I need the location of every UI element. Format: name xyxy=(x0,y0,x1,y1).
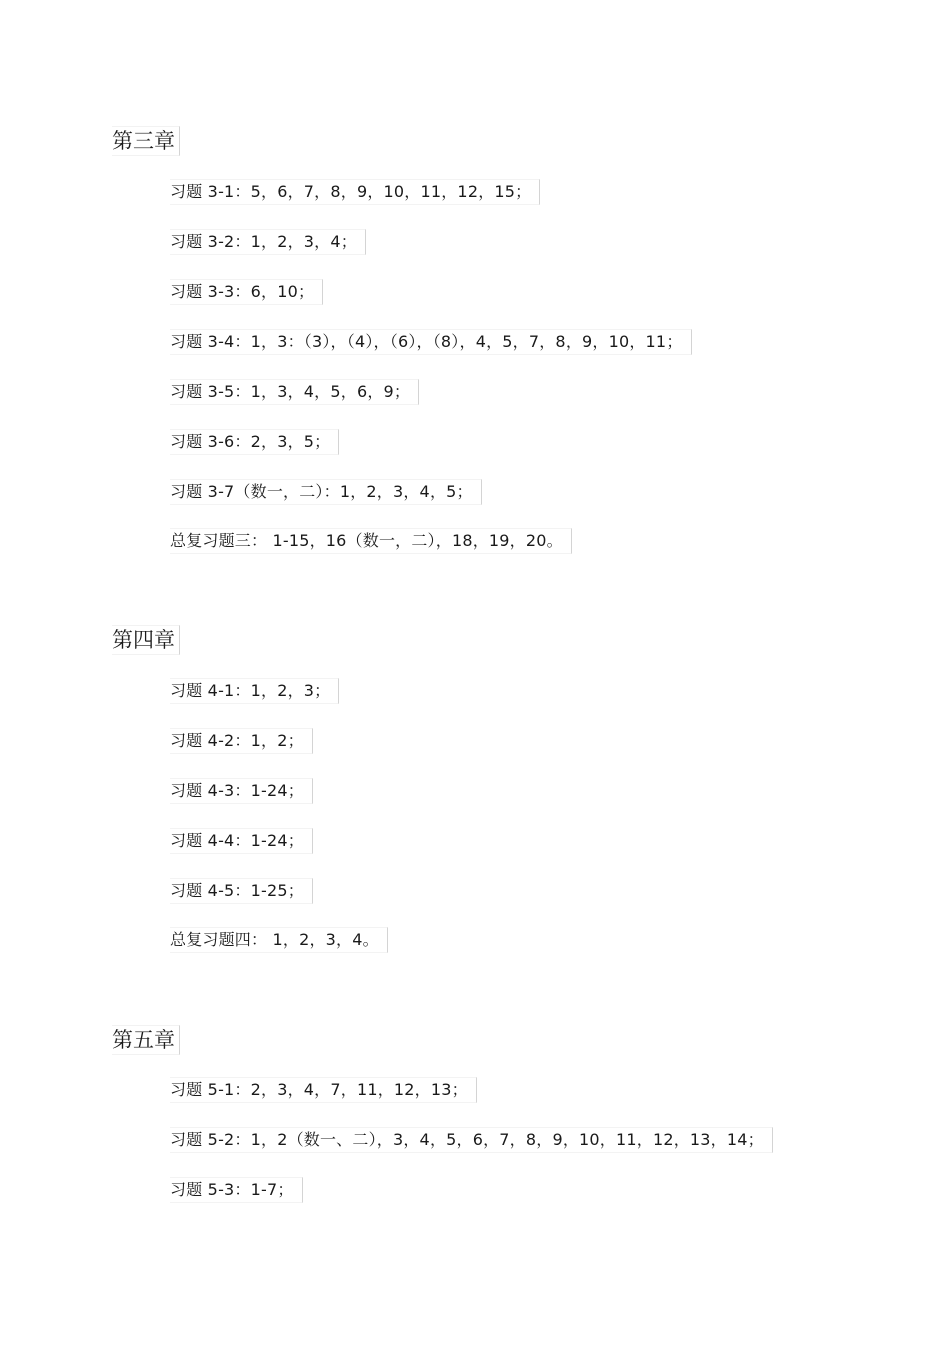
exercise-line: 习题 4-3：1-24； xyxy=(170,778,313,804)
exercise-line: 习题 3-6：2，3，5； xyxy=(170,429,339,455)
exercise-line: 习题 5-1：2，3，4，7，11，12，13； xyxy=(170,1077,477,1103)
exercise-line: 习题 4-1：1，2，3； xyxy=(170,678,339,704)
review-exercises-line: 总复习题四： 1，2，3，4。 xyxy=(170,927,388,953)
exercise-line: 习题 3-3：6，10； xyxy=(170,279,323,305)
chapter-title-4: 第四章 xyxy=(112,625,180,655)
exercise-line: 习题 3-5：1，3，4，5，6，9； xyxy=(170,379,419,405)
exercise-line: 习题 3-7（数一，二）：1，2，3，4，5； xyxy=(170,479,482,505)
exercise-line: 习题 4-5：1-25； xyxy=(170,878,313,904)
exercise-line: 习题 3-2：1，2，3，4； xyxy=(170,229,366,255)
exercise-line: 习题 4-4：1-24； xyxy=(170,828,313,854)
exercise-line: 习题 5-3：1-7； xyxy=(170,1177,303,1203)
exercise-line: 习题 5-2：1，2（数一、二），3，4，5，6，7，8，9，10，11，12，13，14； xyxy=(170,1127,773,1153)
exercise-line: 习题 3-1：5，6，7，8，9，10，11，12，15； xyxy=(170,179,540,205)
exercise-line: 习题 3-4：1，3：（3），（4），（6），（8），4，5，7，8，9，10，11； xyxy=(170,329,692,355)
chapter-title-5: 第五章 xyxy=(112,1025,180,1055)
exercise-line: 习题 4-2：1，2； xyxy=(170,728,313,754)
chapter-title-3: 第三章 xyxy=(112,126,180,156)
review-exercises-line: 总复习题三： 1-15，16（数一，二），18，19，20。 xyxy=(170,528,572,554)
